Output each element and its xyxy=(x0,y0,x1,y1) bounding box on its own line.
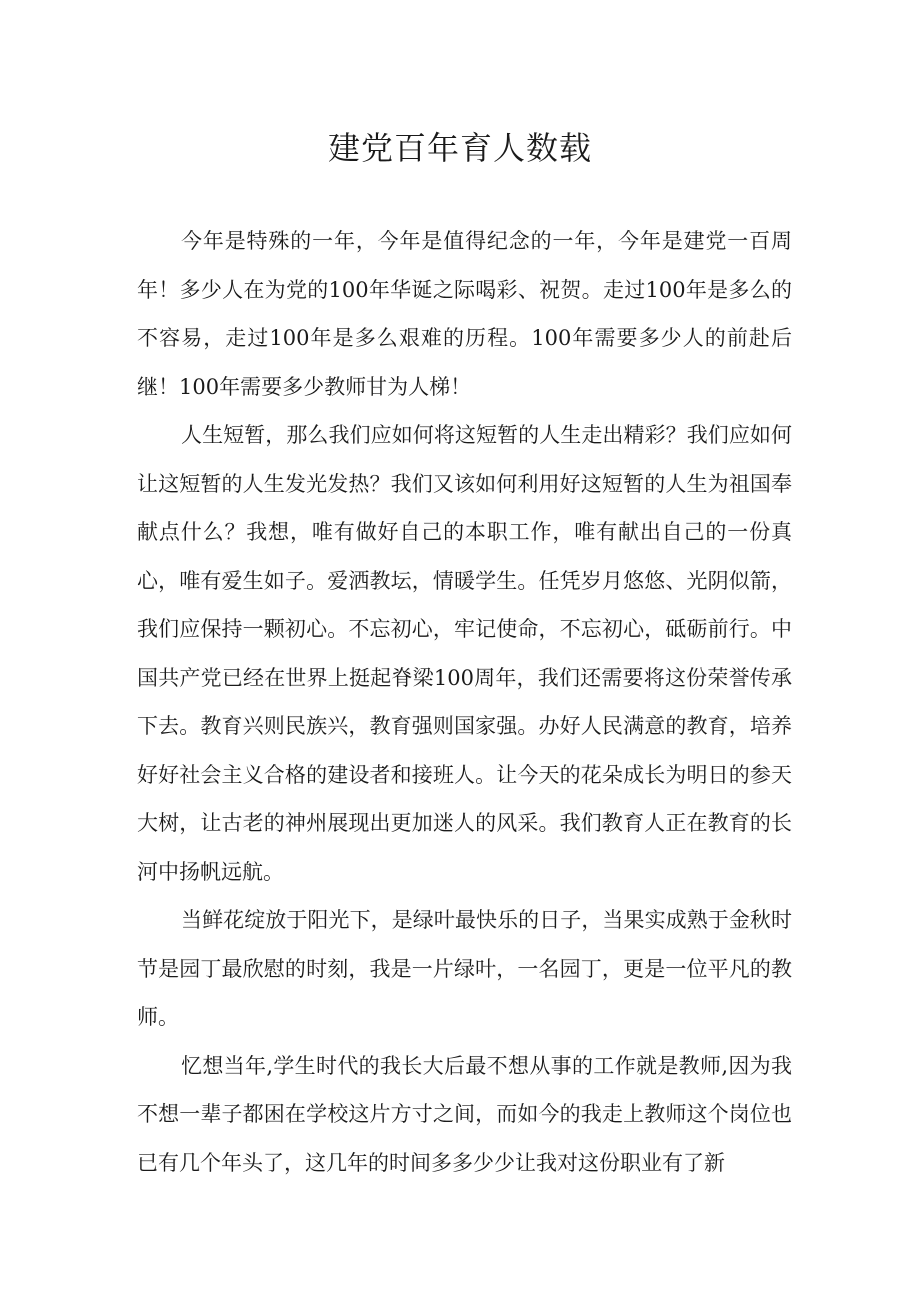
document-body xyxy=(137,217,792,1187)
paragraph-3: 当鲜花绽放于阳光下，是绿叶最快乐的日子，当果实成熟于金秋时节是园丁最欣慰的时刻，我是一片绿叶，一名园丁，更是一位平凡的教师。 xyxy=(137,908,792,1029)
document-title: 建党百年育人数载 xyxy=(327,129,592,167)
paragraph-4: 忆想当年,学生时代的我长大后最不想从事的工作就是教师,因为我不想一辈子都困在学校这片方寸之间，而如今的我走上教师这个岗位也已有几个年头了，这几年的时间多多少少让我对这份职业有了新 xyxy=(137,1053,792,1175)
paragraph-2: 人生短暂，那么我们应如何将这短暂的人生走出精彩？我们应如何让这短暂的人生发光发热？我们又该如何利用好这短暂的人生为祖国奉献点什么？我想，唯有做好自己的本职工作，唯有献出自己的一份真心，唯有爱生如子。爱洒教坛，情暖学生。任凭岁月悠悠、光阴似箭，我们应保持一颗初心。不忘初心，牢记使命，不忘初心，砥砺前行。中国共产党已经在世界上挺起脊梁100周年，我们还需要将这份荣誉传承下去。教育兴则民族兴，教育强则国家强。办好人民满意的教育，培养好好社会主义合格的建设者和接班人。让今天的花朵成长为明日的参天大树，让古老的神州展现出更加迷人的风采。我们教育人正在教育的长河中扬帆远航。 xyxy=(137,423,792,884)
paragraph-1: 今年是特殊的一年，今年是值得纪念的一年，今年是建党一百周年！多少人在为党的100年华诞之际喝彩、祝贺。走过100年是多么的不容易，走过100年是多么艰难的历程。100年需要多少人的前赴后继！100年需要多少教师甘为人梯！ xyxy=(137,229,792,399)
